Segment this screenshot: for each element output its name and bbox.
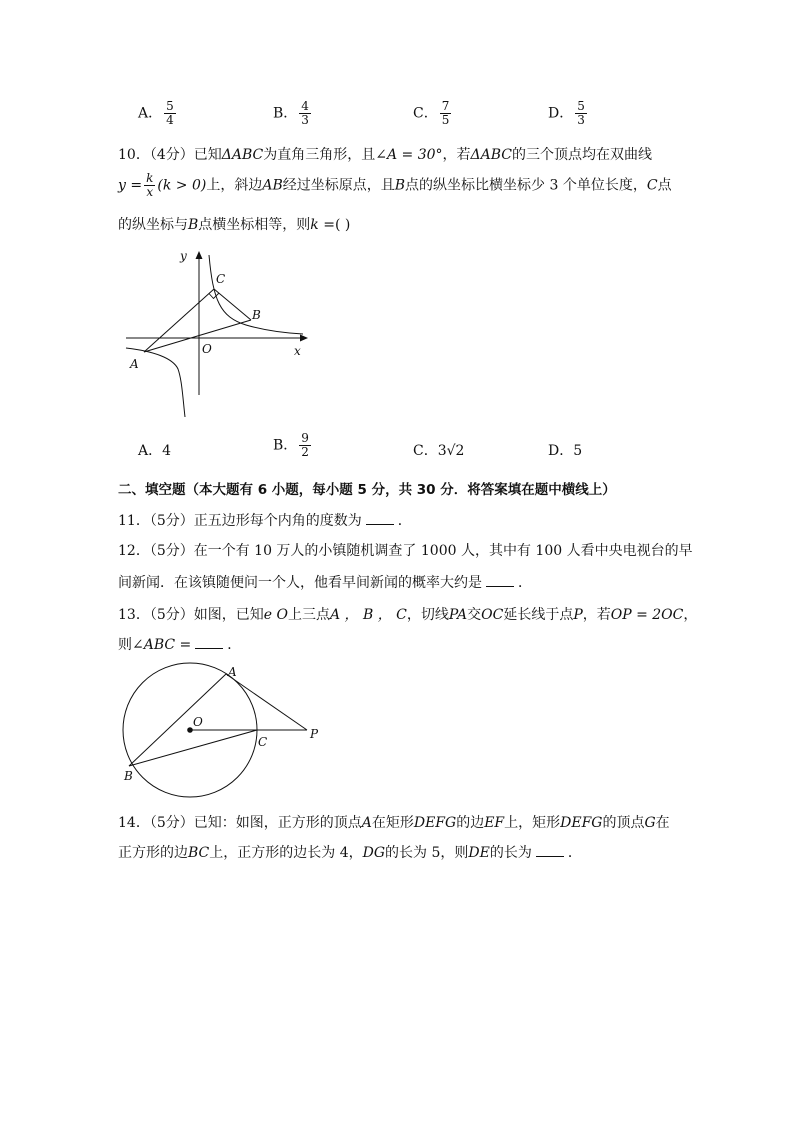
q9-option-a: A． $\frac{5}{4}$ [138, 99, 174, 127]
label-a: A [228, 665, 237, 679]
q10-option-b: B． $\frac{9}{2}$ [273, 431, 309, 459]
label-b: B [124, 769, 133, 783]
q10-line-2: y = $\frac{k}{x}$ (k > 0)上，斜边AB经过坐标原点，且B点的纵坐标比横坐标少 3 个单位长度，C点 [118, 171, 672, 199]
q9-option-b: B． $\frac{4}{3}$ [273, 99, 309, 127]
label-p: P [310, 727, 319, 741]
q10-option-c: C．3√2 [413, 443, 465, 459]
q12-line-2: 间新闻．在该镇随便问一个人，他看早间新闻的概率大约是 ． [118, 575, 532, 591]
q14-answer-blank[interactable] [536, 844, 564, 857]
q13-line-2: 则∠ABC = ． [118, 637, 242, 653]
label-a: A [130, 357, 139, 371]
q11: 11．（5分）正五边形每个内角的度数为 ． [118, 513, 412, 529]
y-axis-arrow [196, 251, 203, 259]
label-b: B [252, 308, 261, 322]
q14-line-1: 14．（5分）已知：如图，正方形的顶点A在矩形DEFG的边EF上，矩形DEFG的顶点G在 [118, 815, 670, 831]
q10-option-d: D．5 [548, 443, 583, 459]
x-axis-arrow [300, 335, 308, 342]
q9-option-d: D． $\frac{5}{3}$ [548, 99, 585, 127]
tangent-pa [226, 674, 307, 730]
q9-option-c: C． $\frac{7}{5}$ [413, 99, 450, 127]
q12-line-1: 12．（5分）在一个有 10 万人的小镇随机调查了 1000 人，其中有 100 人看中央电视台的早 [118, 543, 693, 559]
segment-ab [144, 320, 251, 352]
hyperbola-branch-right [209, 255, 303, 334]
q10-hyperbola-figure [118, 245, 318, 425]
center-dot [187, 727, 193, 733]
section-2-heading: 二、填空题（本大题有 6 小题，每小题 5 分，共 30 分．将答案填在题中横线上） [118, 482, 616, 498]
label-c: C [216, 272, 226, 286]
q14-line-2: 正方形的边BC上，正方形的边长为 4，DG的长为 5，则DE的长为 ． [118, 845, 582, 861]
label-x: x [294, 344, 301, 358]
label-o: O [202, 342, 212, 356]
label-y: y [180, 249, 187, 263]
q13-answer-blank[interactable] [195, 636, 223, 649]
right-angle-mark [209, 293, 219, 299]
label-c: C [258, 735, 268, 749]
q11-answer-blank[interactable] [366, 512, 394, 525]
q13-line-1: 13．（5分）如图，已知e O上三点A ， B ， C，切线PA交OC延长线于点P，若OP = 2OC， [118, 607, 698, 623]
q12-answer-blank[interactable] [486, 574, 514, 587]
q13-circle-figure [118, 660, 328, 802]
q10-line-1: 10．（4分）已知ΔABC为直角三角形，且∠A = 30°，若ΔABC的三个顶点均在双曲线 [118, 147, 653, 163]
q10-line-3: 的纵坐标与B点横坐标相等，则k =( ) [118, 217, 351, 233]
q10-option-a: A．4 [138, 443, 172, 459]
label-o: O [193, 715, 203, 729]
